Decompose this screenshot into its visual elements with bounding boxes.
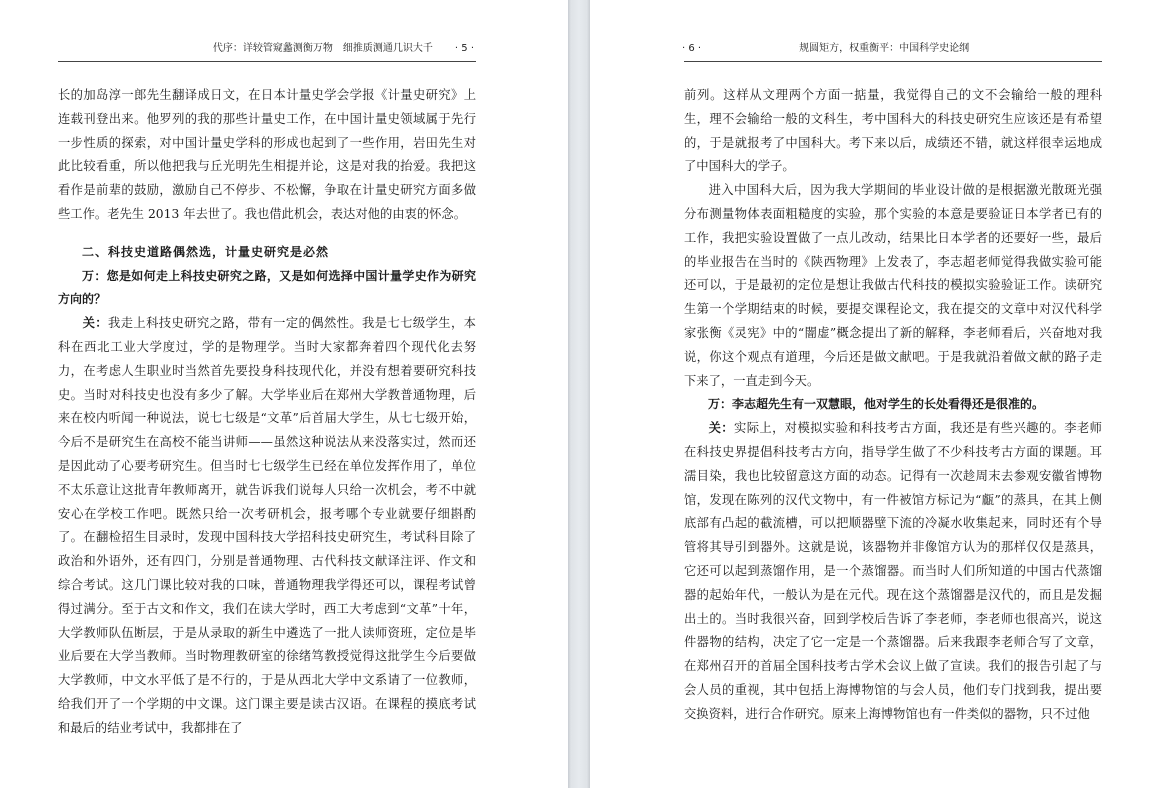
- question-speaker: 万：: [708, 397, 733, 412]
- section-heading: 二、科技史道路偶然选，计量史研究是必然: [82, 244, 330, 259]
- page-gutter: [568, 0, 590, 788]
- answer-speaker: 关：: [708, 421, 734, 436]
- left-page-number: · 5 ·: [454, 43, 474, 54]
- left-running-head: [0, 38, 474, 60]
- right-question: [684, 393, 1102, 417]
- right-paragraph-2: 进入中国科大后，因为我大学期间的毕业设计做的是根据激光散斑光强分布测量物体表面粗糙度的实验，那个实验的本意是要验证日本学者已有的工作，我把实验设置做了一点儿改动，结果比日本学者的还要好一些，最后的毕业报告在当时的《陕西物理》上发表了，李志超老师觉得我做实验可能还可以，于是最初的定位是想让我做古代科技的模拟实验验证工作。读研究生第一个学期结束的时候，要提交课程论文，我在提交的文章中对汉代科学家张衡《灵宪》中的“闇虚”概念提出了新的解释，李老师看后，兴奋地对我说，你这个观点有道理，今后还是做文献吧。于是我就沿着做文献的路子走下来了，一直走到今天。: [684, 183, 1102, 388]
- left-answer: [58, 312, 476, 740]
- question-speaker: 万：: [82, 268, 107, 283]
- left-page: [0, 0, 568, 788]
- left-question: [58, 265, 476, 313]
- left-paragraph-1: 长的加岛淳一郎先生翻译成日文，在日本计量史学会学报《计量史研究》上连载刊登出来。他罗列的我的那些计量史工作，在中国计量史领域属于先行一步性质的探索，对中国计量史学科的形成也起到了一些作用，岩田先生对此比较看重，所以他把我与丘光明先生相提并论，这是对我的抬爱。我把这看作是前辈的鼓励，激励自己不停步、不松懈，争取在计量史研究方面多做些工作。老先生 2013 年去世了。我也借此机会，表达对他的由衷的怀念。: [58, 88, 476, 221]
- right-answer: [684, 417, 1102, 726]
- question-text: 您是如何走上科技史研究之路，又是如何选择中国计量学史作为研究方向的？: [58, 268, 476, 307]
- answer-text: 实际上，对模拟实验和科技考古方面，我还是有些兴趣的。李老师在科技史界提倡科技考古方向，指导学生做了不少科技考古方面的课题。耳濡目染，我也比较留意这方面的动态。记得有一次趁周末去参观安徽省博物馆，发现在陈列的汉代文物中，有一件被馆方标记为“甗”的蒸具，在其上侧底部有凸起的截流槽，可以把顺器壁下流的冷凝水收集起来，同时还有个导管将其导引到器外。这就是说，该器物并非像馆方认为的那样仅仅是蒸具，它还可以起到蒸馏作用，是一个蒸馏器。而当时人们所知道的中国古代蒸馏器的起始年代，一般认为是在元代。现在这个蒸馏器是汉代的，而且是发掘出土的。当时我很兴奋，回到学校后告诉了李老师，李老师也很高兴，说这件器物的结构，决定了它一定是一个蒸馏器。后来我跟李老师合写了文章，在郑州召开的首届全国科技考古学术会议上做了宣读。我们的报告引起了与会人员的重视，其中包括上海博物馆的与会人员，他们专门找到我，提出要交换资料，进行合作研究。原来上海博物馆也有一件类似的器物，只不过他: [684, 421, 1102, 721]
- right-header-rule: [684, 61, 1102, 62]
- right-page: [590, 0, 1158, 788]
- answer-text: 我走上科技史研究之路，带有一定的偶然性。我是七七级学生，本科在西北工业大学度过，学的是物理学。当时大家都奔着四个现代化去努力，在考虑人生职业时当然首先要投身科技现代化，并没有想着要研究科技史。当时对科技史也没有多少了解。大学毕业后在郑州大学教普通物理，后来在校内听闻一种说法，说七七级是“文革”后首届大学生，从七七级开始，今后不是研究生在高校不能当讲师——虽然这种说法从来没落实过，然而还是因此动了心要考研究生。但当时七七级学生已经在单位发挥作用了，单位不太乐意让这批青年教师离开，就告诉我们说每人只给一次机会，考不中就安心在学校工作吧。既然只给一次考研机会，报考哪个专业就要仔细斟酌了。在翻检招生目录时，发现中国科技大学招科技史研究生，考试科目除了政治和外语外，还有四门，分别是普通物理、古代科技文献译注评、作文和综合考试。这几门课比较对我的口味，普通物理我学得还可以，课程考试曾得过满分。至于古文和作文，我们在读大学时，西工大考虑到“文革”十年，大学教师队伍断层，于是从录取的新生中遴选了一批人读师资班，定位是毕业后要在大学当教师。当时物理教研室的徐绪笃教授觉得这批学生今后要做大学教师，中文水平低了是不行的，于是从西北大学中文系请了一位教师，给我们开了一个学期的中文课。这门课主要是读古汉语。在课程的摸底考试和最后的结业考试中，我都排在了: [58, 316, 476, 735]
- left-page-body: [58, 84, 476, 741]
- right-running-head: [682, 38, 1112, 60]
- answer-speaker: 关：: [82, 316, 108, 331]
- right-page-number: · 6 ·: [682, 43, 702, 54]
- right-running-head-title: 规圆矩方，权重衡平：中国科学史论纲: [799, 43, 970, 54]
- right-paragraph-1: 前列。这样从文理两个方面一掂量，我觉得自己的文不会输给一般的理科生，理不会输给一般的文科生，考中国科大的科技史研究生应该还是有希望的，于是就报考了中国科大。考下来以后，成绩还不错，就这样很幸运地成了中国科大的学子。: [684, 88, 1102, 174]
- question-text: 李志超先生有一双慧眼，他对学生的长处看得还是很准的。: [732, 397, 1045, 412]
- left-running-head-title: 代序：详较管窥蠡测衡万物 细推质测通几识大千: [212, 43, 433, 54]
- left-header-rule: [58, 61, 476, 62]
- right-page-body: [684, 84, 1102, 727]
